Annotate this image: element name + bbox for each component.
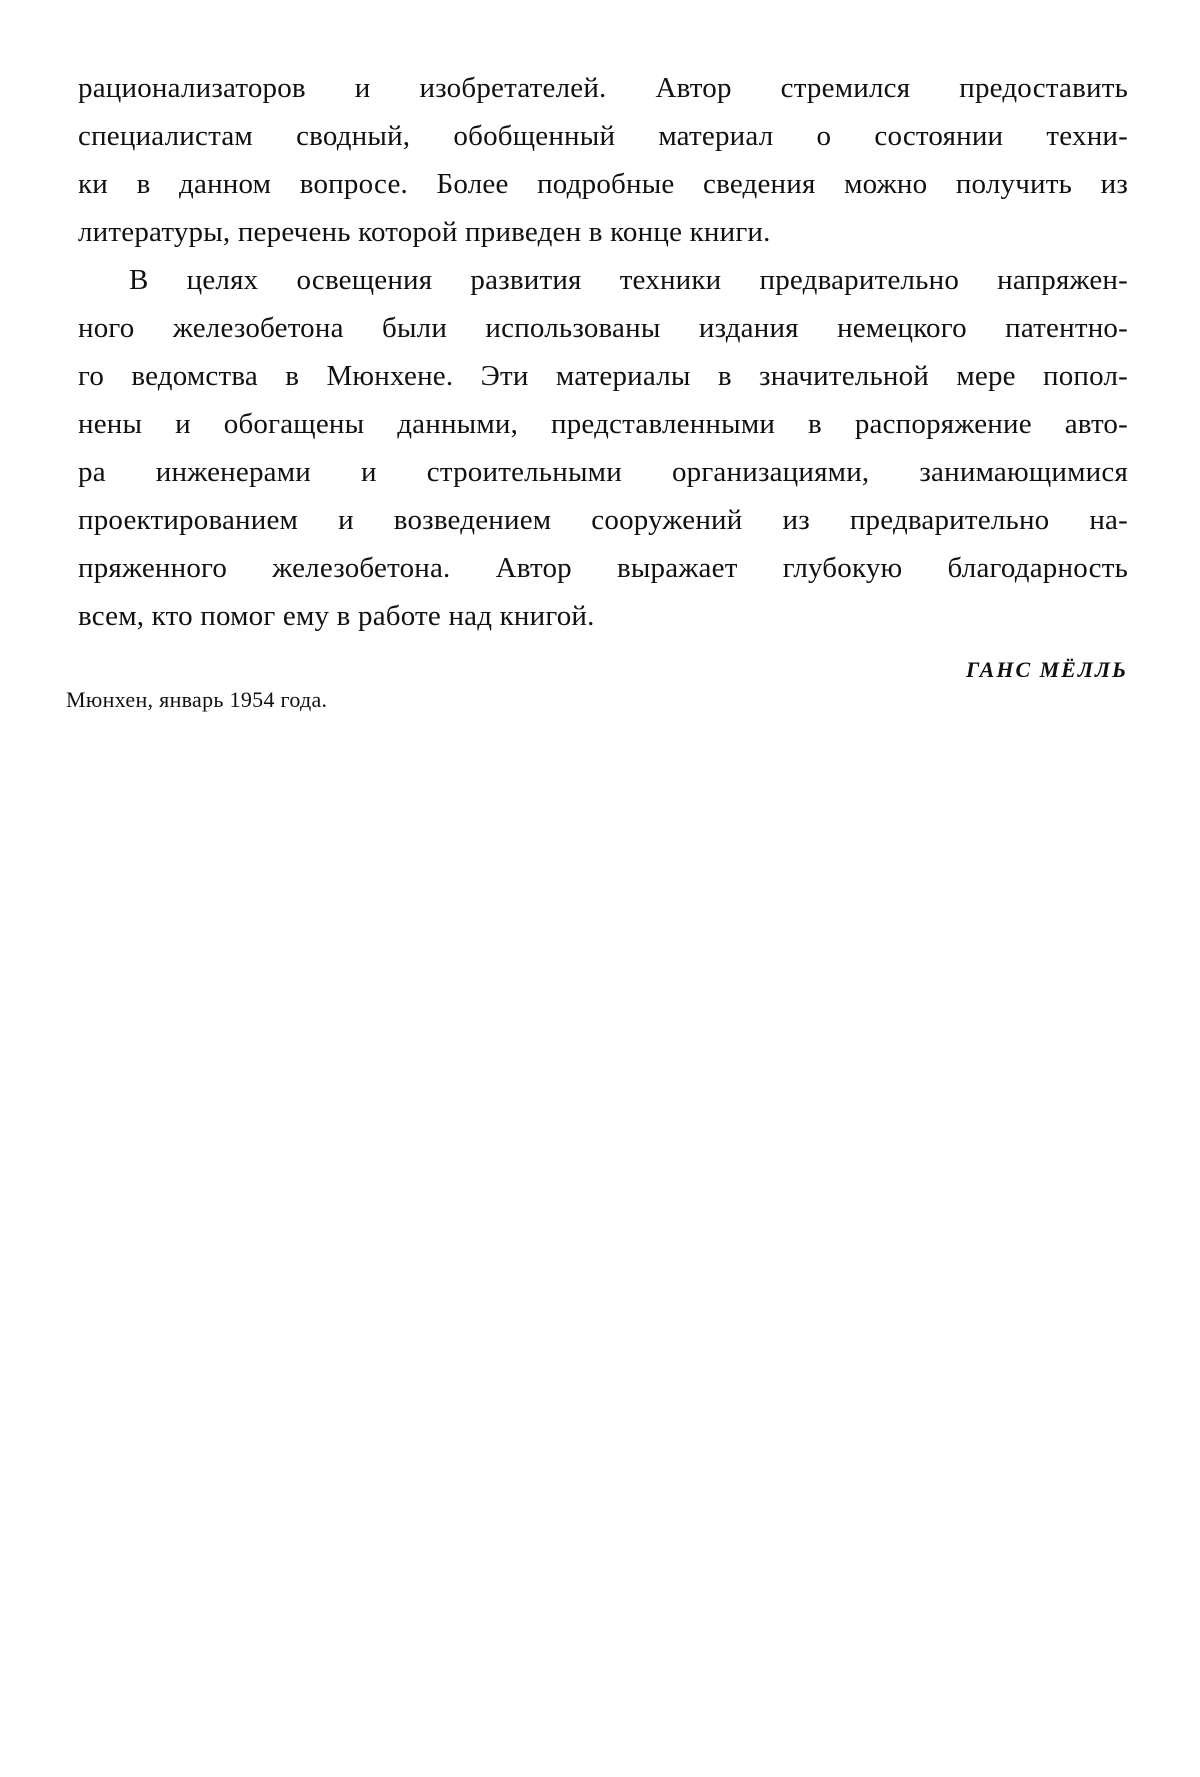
text-line: рационализаторов и изобретателей. Автор стремился предоставить (78, 72, 1128, 104)
preface-text (78, 64, 1128, 640)
text-line: всем, кто помог ему в работе над книгой. (78, 600, 595, 632)
text-line: литературы, перечень которой приведен в конце книги. (78, 216, 771, 248)
text-line: проектированием и возведением сооружений из предварительно на- (78, 504, 1128, 536)
text-line: ки в данном вопросе. Более подробные сведения можно получить из (78, 168, 1128, 200)
place-date-line: Мюнхен, январь 1954 года. (66, 687, 328, 712)
text-line: пряженного железобетона. Автор выражает глубокую благодарность (78, 552, 1128, 584)
text-line: го ведомства в Мюнхене. Эти материалы в значительной мере попол- (78, 360, 1128, 392)
text-line: ного железобетона были использованы издания немецкого патентно- (78, 312, 1128, 344)
author-signature: ГАНС МЁЛЛЬ (966, 657, 1128, 682)
text-line: ра инженерами и строительными организациями, занимающимися (78, 456, 1128, 488)
text-line: нены и обогащены данными, представленными в распоряжение авто- (78, 408, 1128, 440)
text-line: специалистам сводный, обобщенный материал о состоянии техни- (78, 120, 1128, 152)
text-line: В целях освещения развития техники предварительно напряжен- (129, 264, 1128, 296)
